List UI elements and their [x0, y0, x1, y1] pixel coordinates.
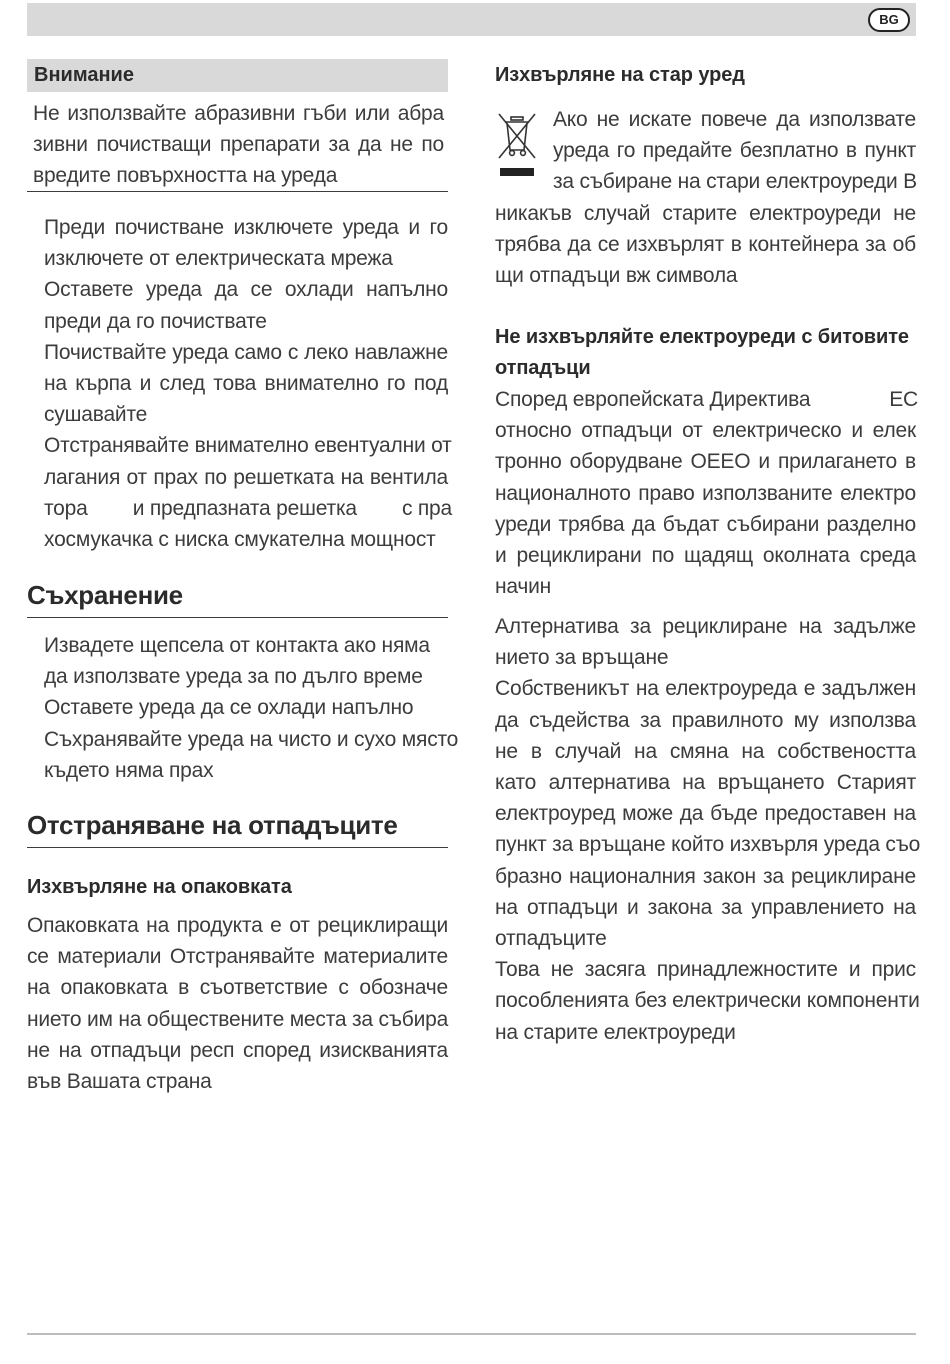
text-line: относно отпадъци от електрическо и елек — [495, 419, 916, 443]
text-line: и рециклирани по щадящ околната среда — [495, 544, 916, 568]
text-line: нието им на обществените места за събира — [27, 1007, 449, 1031]
section-divider — [27, 617, 448, 618]
text-line: на отпадъци и закона за управлението на — [495, 895, 916, 919]
text-line: уреди трябва да бъдат събирани разделно — [495, 512, 916, 536]
text-line: Извадете щепсела от контакта ако няма — [44, 634, 430, 657]
text-line: да използвате уреда за по дълго време — [44, 665, 423, 689]
text-line: изключете от електрическата мрежа — [44, 247, 393, 271]
storage-instructions — [44, 630, 459, 786]
text-line: във Вашата страна — [27, 1070, 212, 1094]
subheading-line: Не изхвърляйте електроуреди с битовите — [495, 326, 909, 348]
text-line: щи отпадъци вж символа — [495, 264, 738, 287]
text-line: тронно оборудване ОЕЕО и прилагането в — [495, 450, 916, 474]
text-line: Преди почистване изключете уреда и го — [44, 216, 448, 239]
subheading-line: отпадъци — [495, 357, 591, 379]
text-line: на кърпа и след това внимателно го под — [44, 372, 448, 396]
recycling-alternative-text — [495, 611, 921, 1048]
cleaning-instructions — [44, 212, 453, 555]
text-line: за събиране на стари електроуреди В — [553, 170, 917, 194]
text-line: Почиствайте уреда само с леко навлажне — [44, 340, 448, 364]
text-line: не на отпадъци респ според изискванията — [27, 1038, 448, 1062]
old-device-text — [495, 198, 916, 292]
text-line: електроуред може да бъде предоставен на — [495, 802, 916, 826]
text-line: преди да го почиствате — [44, 309, 267, 333]
packaging-subheading: Изхвърляне на опаковката — [27, 876, 292, 898]
language-badge: BG — [868, 8, 910, 32]
text-line: Според европейската Директива ЕС — [495, 388, 918, 411]
text-line: бразно националния закон за рециклиране — [495, 864, 916, 888]
text-line: хосмукачка с ниска смукателна мощност — [44, 528, 436, 552]
storage-heading: Съхранение — [27, 580, 183, 610]
text-line: зивни почистващи препарати за да не по — [33, 133, 444, 157]
text-line: начин — [495, 575, 552, 599]
text-line: трябва да се изхвърлят в контейнера за об — [495, 232, 916, 256]
text-line: Не използвайте абразивни гъби или абра — [33, 102, 444, 125]
text-line: пособленията без електрически компоненти — [495, 989, 920, 1013]
text-line: пункт за връщане който изхвърля уреда съо — [495, 833, 921, 857]
text-line: Собственикът на електроуреда е задължен — [495, 677, 916, 701]
text-line: да съдейства за правилното му използва — [495, 708, 916, 732]
text-line: като алтернатива на връщането Старият — [495, 771, 916, 795]
text-line: на опаковката в съответствие с обозначе — [27, 976, 448, 1000]
warning-heading: Внимание — [27, 59, 448, 92]
text-line: на старите електроуреди — [495, 1020, 736, 1044]
text-line: националното право използваните електро — [495, 481, 916, 505]
text-line: Ако не искате повече да използвате — [553, 108, 916, 131]
section-divider — [27, 847, 448, 848]
old-device-subheading: Изхвърляне на стар уред — [495, 64, 745, 86]
old-device-intro — [553, 104, 916, 198]
footer-rule — [27, 1333, 916, 1335]
text-line: не в случай на смяна на собствеността — [495, 739, 916, 763]
text-line: тора и предпазната решетка с пра — [44, 496, 453, 520]
text-line: Това не засяга принадлежностите и прис — [495, 958, 916, 982]
text-line: Алтернатива за рециклиране на задълже — [495, 615, 916, 638]
crossed-out-wheelie-bin-icon — [497, 112, 537, 180]
text-line: уреда го предайте безплатно в пункт — [553, 139, 916, 163]
text-line: вредите повърхността на уреда — [33, 164, 338, 188]
disposal-heading: Отстраняване на отпадъците — [27, 810, 398, 840]
text-line: сушавайте — [44, 403, 148, 427]
text-line: лагания от прах по решетката на вентила — [44, 465, 448, 489]
text-line: Опаковката на продукта е от рециклиращи — [27, 914, 448, 937]
section-divider — [27, 191, 448, 192]
text-line: отпадъците — [495, 927, 607, 951]
text-line: Оставете уреда да се охлади напълно — [44, 278, 448, 302]
no-household-subheading — [495, 322, 916, 384]
text-line: където няма прах — [44, 758, 214, 782]
text-line: никакъв случай старите електроуреди не — [495, 201, 916, 225]
text-line: се материали Отстранявайте материалите — [27, 945, 448, 969]
text-line: нието за връщане — [495, 646, 669, 670]
directive-text — [495, 384, 916, 602]
packaging-text — [27, 910, 448, 1097]
header-bar — [27, 3, 916, 36]
text-line: Съхранявайте уреда на чисто и сухо място — [44, 727, 459, 751]
text-line: Отстранявайте внимателно евентуални от — [44, 434, 452, 458]
text-line: Оставете уреда да се охлади напълно — [44, 696, 414, 720]
warning-text — [33, 98, 444, 192]
